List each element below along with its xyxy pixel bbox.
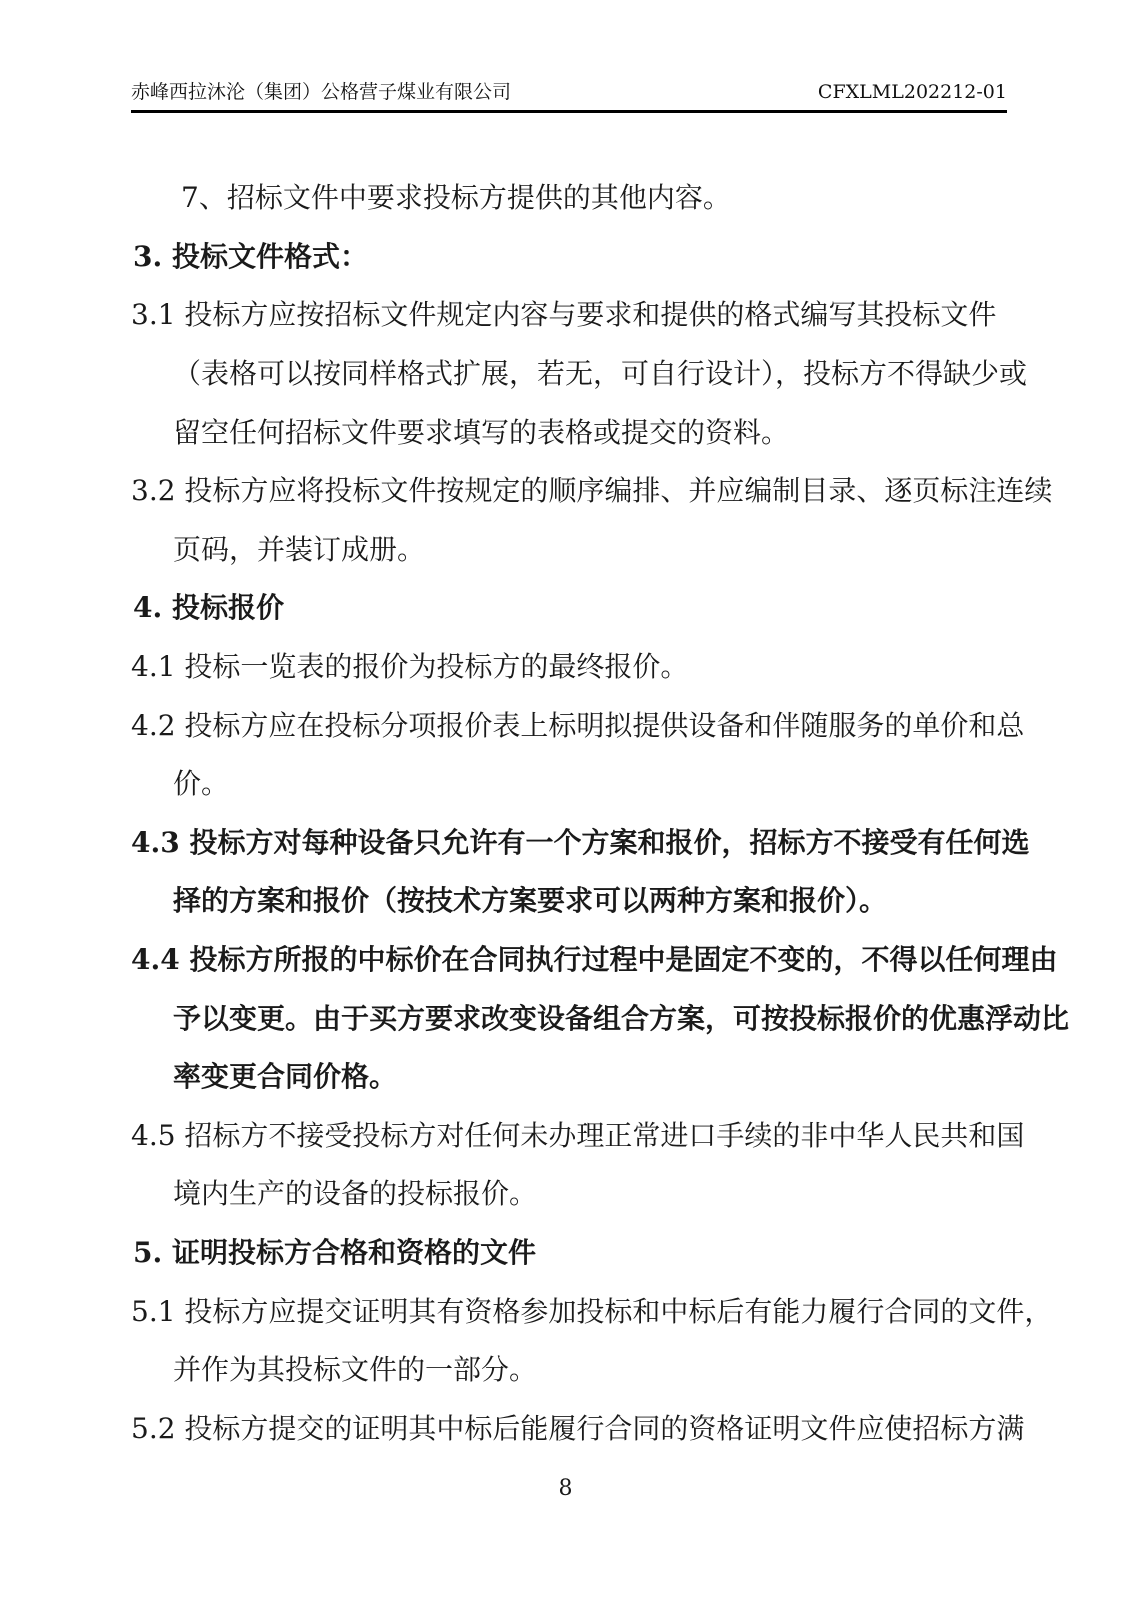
text-line-content: 5.1 投标方应提交证明其有资格参加投标和中标后有能力履行合同的文件， xyxy=(131,1294,1053,1328)
page-footer xyxy=(0,1476,1131,1501)
text-line xyxy=(131,460,1053,519)
text-line-content: 并作为其投标文件的一部分。 xyxy=(173,1353,538,1387)
text-line xyxy=(131,1339,1007,1398)
text-line xyxy=(131,401,1007,460)
text-line xyxy=(131,753,1007,812)
text-line xyxy=(131,694,1025,753)
text-line-content: 5.2 投标方提交的证明其中标后能履行合同的资格证明文件应使招标方满 xyxy=(131,1411,1025,1445)
text-line xyxy=(131,1163,1007,1222)
text-line-content: 页码，并装订成册。 xyxy=(173,532,426,566)
text-line-content: 3.2 投标方应将投标文件按规定的顺序编排、并应编制目录、逐页标注连续 xyxy=(131,474,1053,508)
text-line xyxy=(131,284,1007,343)
text-line xyxy=(131,812,1030,871)
text-line-content: 4.2 投标方应在投标分项报价表上标明拟提供设备和伴随服务的单价和总 xyxy=(131,708,1025,742)
text-line-content: 价。 xyxy=(173,767,230,801)
text-line-content: 3.1 投标方应按招标文件规定内容与要求和提供的格式编写其投标文件 xyxy=(131,298,997,332)
text-line xyxy=(131,636,1007,695)
text-line xyxy=(131,577,1007,636)
text-line-content: 4. 投标报价 xyxy=(133,591,284,625)
text-line-content: （表格可以按同样格式扩展，若无，可自行设计），投标方不得缺少或 xyxy=(173,357,1028,391)
document-code: CFXLML202212-01 xyxy=(817,81,1007,103)
text-line-content: 择的方案和报价（按技术方案要求可以两种方案和报价）。 xyxy=(173,884,888,918)
text-line-content: 4.3 投标方对每种设备只允许有一个方案和报价，招标方不接受有任何选 xyxy=(131,825,1030,859)
text-line-content: 4.5 招标方不接受投标方对任何未办理正常进口手续的非中华人民共和国 xyxy=(131,1118,1025,1152)
text-line xyxy=(131,929,1058,988)
text-line xyxy=(131,519,1007,578)
document-body xyxy=(131,167,1070,1456)
text-line-content: 3. 投标文件格式： xyxy=(133,239,368,273)
text-line xyxy=(131,167,1007,226)
text-line xyxy=(131,987,1070,1046)
text-line-content: 5. 证明投标方合格和资格的文件 xyxy=(133,1235,536,1269)
text-line-content: 留空任何招标文件要求填写的表格或提交的资料。 xyxy=(173,415,790,449)
text-line-content: 7、招标文件中要求投标方提供的其他内容。 xyxy=(181,181,731,215)
text-line xyxy=(131,1222,1007,1281)
text-line-content: 4.4 投标方所报的中标价在合同执行过程中是固定不变的，不得以任何理由 xyxy=(131,943,1058,977)
text-line xyxy=(131,1105,1025,1164)
text-line xyxy=(131,870,1007,929)
text-line xyxy=(131,1280,1053,1339)
text-line xyxy=(131,1046,1007,1105)
text-line-content: 境内生产的设备的投标报价。 xyxy=(173,1177,538,1211)
text-line xyxy=(131,343,1028,402)
text-line-content: 予以变更。由于买方要求改变设备组合方案，可按投标报价的优惠浮动比 xyxy=(173,1001,1070,1035)
company-name: 赤峰西拉沐沦（集团）公格营子煤业有限公司 xyxy=(131,81,512,103)
text-line-content: 4.1 投标一览表的报价为投标方的最终报价。 xyxy=(131,650,689,684)
text-line xyxy=(131,1397,1025,1456)
page-header xyxy=(131,0,1007,113)
header-rule xyxy=(131,110,1007,113)
page-number: 8 xyxy=(558,1476,573,1501)
text-line xyxy=(131,226,1007,285)
text-line-content: 率变更合同价格。 xyxy=(173,1060,398,1094)
